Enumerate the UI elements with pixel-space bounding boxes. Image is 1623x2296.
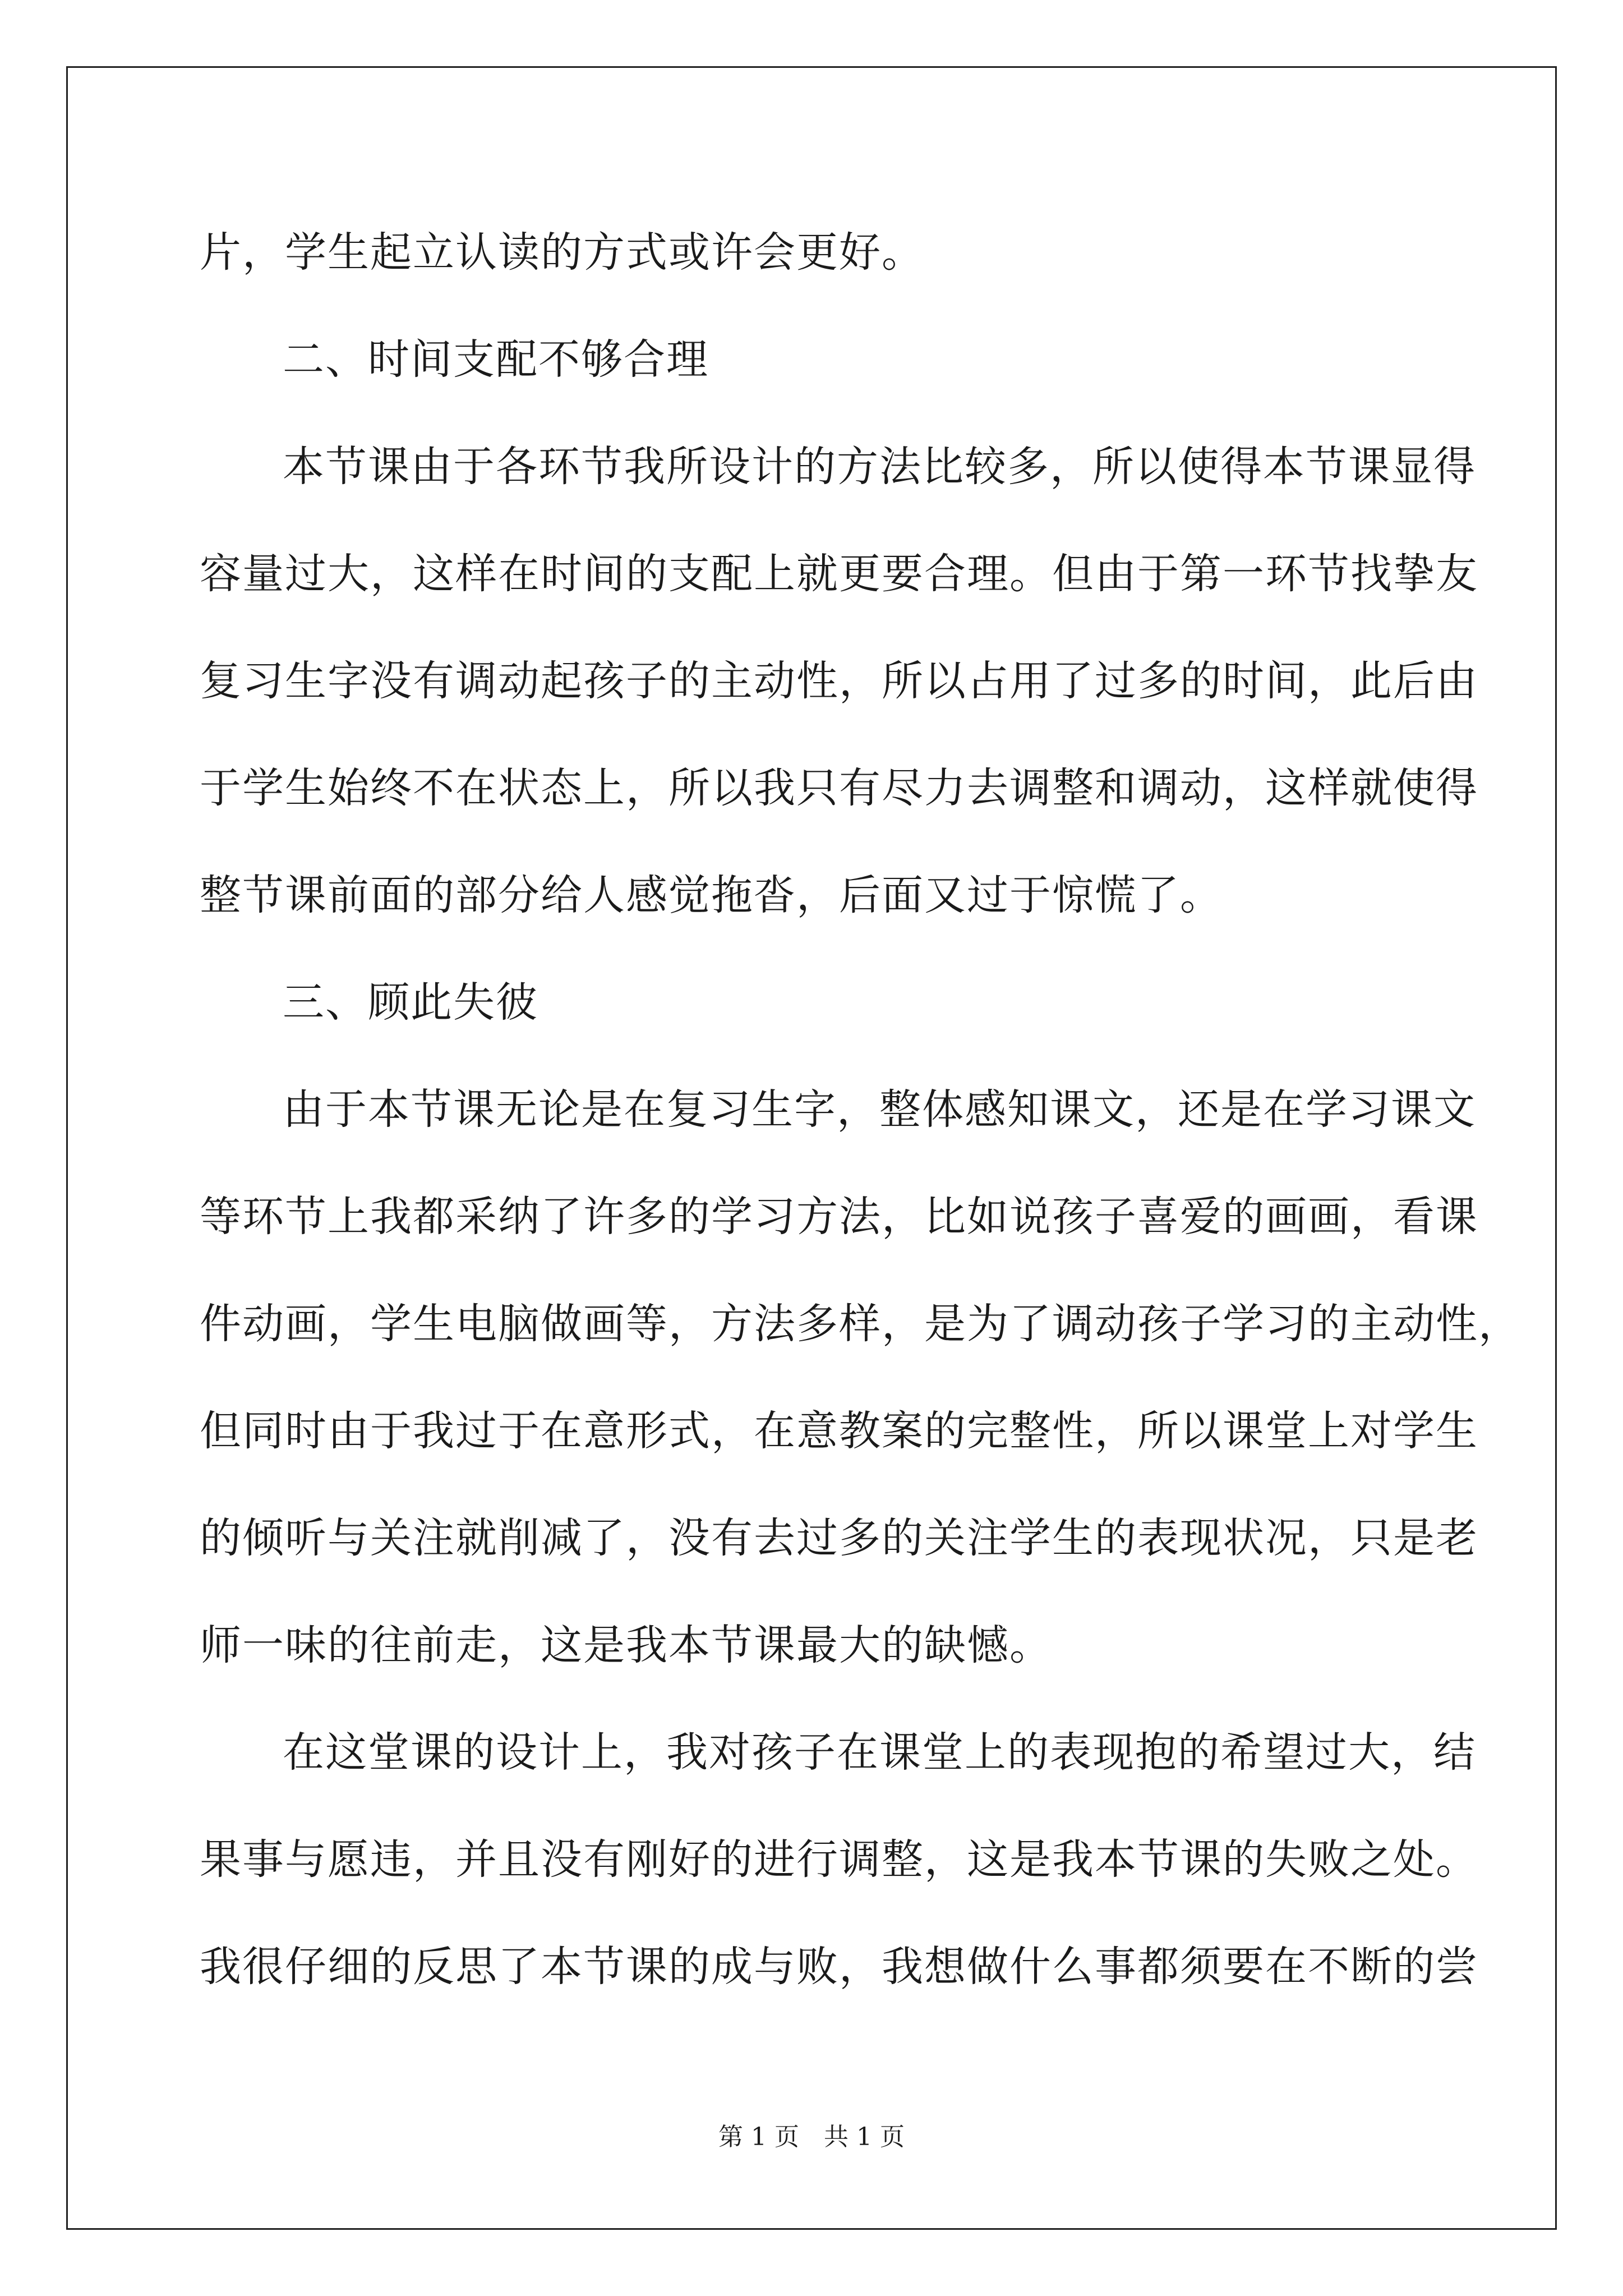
- page-footer: [0, 2120, 1623, 2154]
- text-line: 复习生字没有调动起孩子的主动性，所以占用了过多的时间，此后由: [200, 657, 1478, 705]
- page-number: 第 1 页: [718, 2123, 799, 2151]
- text-line: 整节课前面的部分给人感觉拖沓，后面又过于惊慌了。: [200, 871, 1223, 919]
- text-line: 的倾听与关注就削减了，没有去过多的关注学生的表现状况，只是老: [200, 1514, 1478, 1562]
- page-border: [66, 66, 1557, 2230]
- text-line: 师一味的往前走，这是我本节课最大的缺憾。: [200, 1621, 1052, 1669]
- text-line: 等环节上我都采纳了许多的学习方法，比如说孩子喜爱的画画，看课: [200, 1193, 1478, 1241]
- text-line: 但同时由于我过于在意形式，在意教案的完整性，所以课堂上对学生: [200, 1407, 1478, 1455]
- text-line: 果事与愿违，并且没有刚好的进行调整，这是我本节课的失败之处。: [200, 1835, 1478, 1884]
- text-line: 由于本节课无论是在复习生字，整体感知课文，还是在学习课文: [283, 1085, 1476, 1134]
- text-line: 片，学生起立认读的方式或许会更好。: [200, 228, 924, 277]
- page-total: 共 1 页: [824, 2123, 905, 2151]
- text-line: 于学生始终不在状态上，所以我只有尽力去调整和调动，这样就使得: [200, 764, 1478, 812]
- text-line: 容量过大，这样在时间的支配上就更要合理。但由于第一环节找挚友: [200, 550, 1478, 598]
- text-line: 我很仔细的反思了本节课的成与败，我想做什么事都须要在不断的尝: [200, 1943, 1478, 1991]
- text-line: 件动画，学生电脑做画等，方法多样，是为了调动孩子学习的主动性，: [200, 1300, 1521, 1348]
- text-line: 本节课由于各环节我所设计的方法比较多，所以使得本节课显得: [283, 443, 1476, 491]
- section-heading: 三、顾此失彼: [283, 978, 538, 1027]
- section-heading: 二、时间支配不够合理: [283, 335, 709, 384]
- text-line: 在这堂课的设计上，我对孩子在课堂上的表现抱的希望过大，结: [283, 1728, 1476, 1777]
